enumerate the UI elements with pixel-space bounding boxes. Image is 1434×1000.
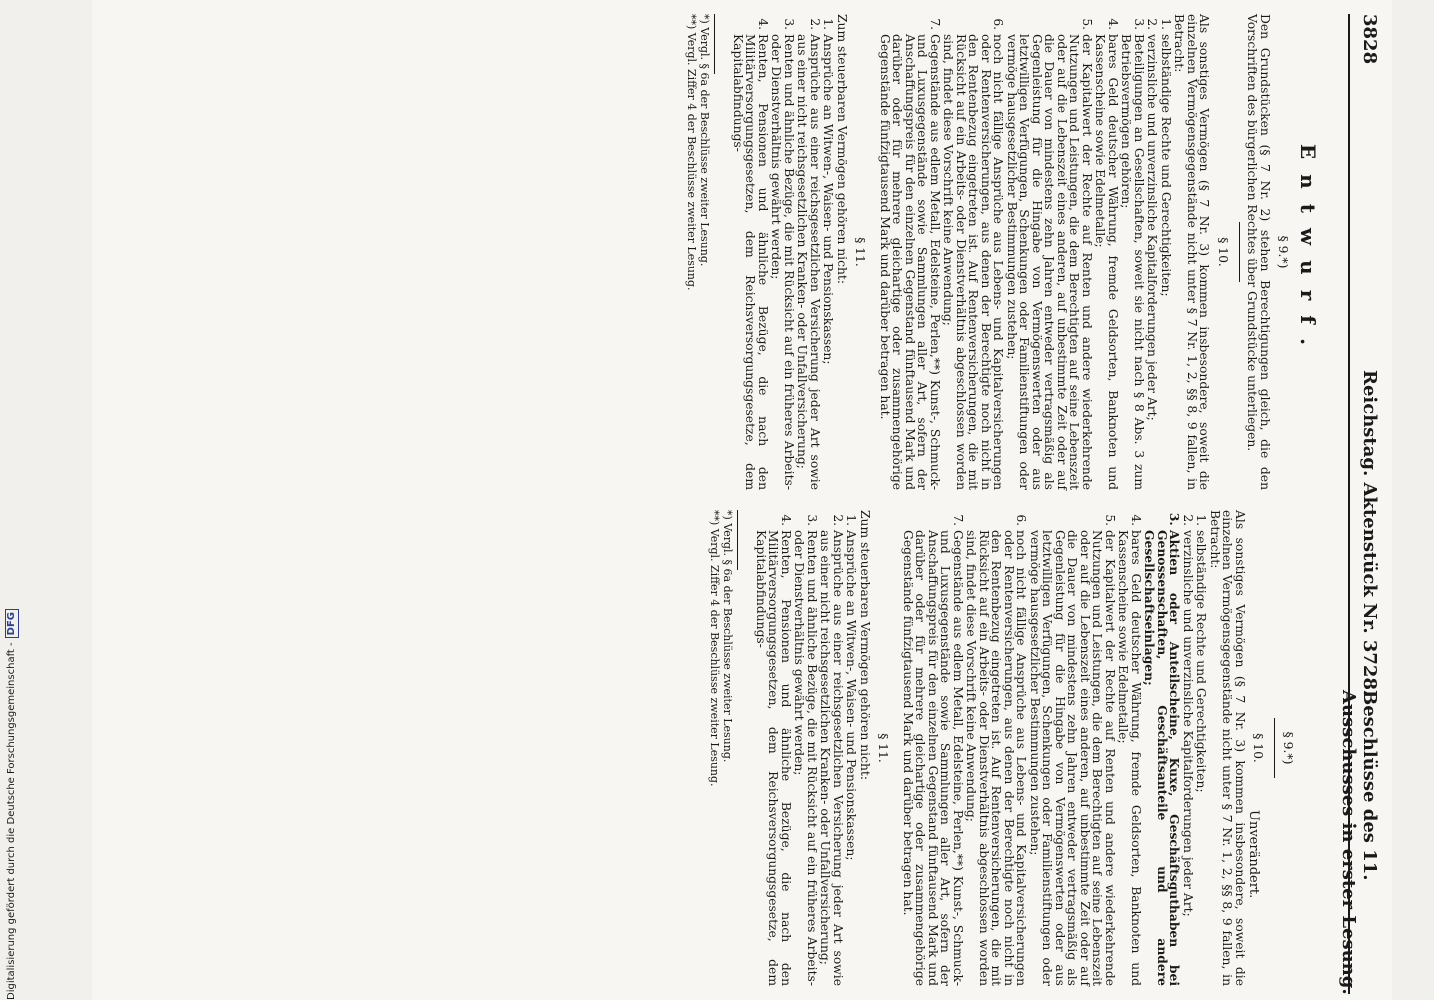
list-item: 7. Gegenstände aus edlem Metall, Edelsteine, Perlen,**) Kunst-, Schmuck- und Luxusgegenstände sowie Sammlungen aller Art, sofern der Anschaffungspreis für den einzelnen Gegenstand fünftausend Mark und darüber oder für mehrere gleichartige oder zusammengehörige Gegenstände fünfzigtausend Mark und darüber betragen hat. xyxy=(902,530,965,986)
rotated-page xyxy=(92,0,1392,1000)
paragraph: Zum steuerbaren Vermögen gehören nicht: xyxy=(858,510,872,780)
paragraph: Als sonstiges Vermögen (§ 7 Nr. 3) kommen insbesondere, soweit die einzelnen Vermögensgegenstände nicht unter § 7 Nr. 1, 2, §§ 8, 9 fallen, in Betracht: xyxy=(1172,14,1212,490)
footnote: **) Vergl. Ziffer 4 der Beschlüsse zweiter Lesung. xyxy=(708,510,721,787)
item-list xyxy=(732,14,835,490)
item-list xyxy=(755,510,858,986)
list-item: 3. Beteiligungen an Gesellschaften, soweit sie nicht nach § 8 Abs. 3 zum Betriebsvermögen gehören; xyxy=(1120,34,1145,490)
footnote-rule xyxy=(715,14,716,74)
section-heading: § 11. xyxy=(876,733,891,763)
paragraph: Zum steuerbaren Vermögen gehören nicht: xyxy=(835,14,849,284)
footnote: *) Vergl. § 6a der Beschlüsse zweiter Lesung. xyxy=(721,510,735,763)
list-item-amended: 3. Aktien oder Anteilscheine, Kuxe, Geschäftsguthaben bei Genossenschaften, Geschäftsanteile und andere Gesellschaftseinlagen; xyxy=(1143,530,1181,986)
page-number: 3828 xyxy=(1359,14,1380,65)
list-item: 2. verzinsliche und unverzinsliche Kapitalforderungen jeder Art; xyxy=(1182,530,1195,986)
list-item: 2. Ansprüche aus einer reichsgesetzlichen Versicherung jeder Art sowie aus einer nicht reichsgesetzlichen Kranken- oder Unfallversicherung; xyxy=(796,34,821,490)
credit-text: Digitalisierung gefördert durch die Deutsche Forschungsgemeinschaft - xyxy=(6,642,17,1000)
list-item: 5. der Kapitalwert der Rechte auf Renten und andere wiederkehrende Nutzungen und Leistungen, die dem Berechtigten auf seine Lebenszeit oder auf die Lebenszeit eines anderen, auf unbestimmte Zeit oder auf die Dauer von mindestens zehn Jahren entweder vertragsmäßig als Gegenleistung für die Hingabe von Vermögenswerten oder aus letztwilligen Verfügungen, Schenkungen oder Familienstiftungen oder vermöge hausgesetzlicher Bestimmungen zustehen; xyxy=(1006,34,1094,490)
list-item: 6. noch nicht fällige Ansprüche aus Lebens- und Kapitalversicherungen oder Rentenversicherungen, aus denen der Berechtigte noch nicht in den Rentenbezug eingetreten ist. Auf Rentenversicherungen, die mit Rücksicht auf ein Arbeits- oder Dienstverhältnis abgeschlossen worden sind, findet diese Vorschrift keine Anwendung; xyxy=(965,530,1028,986)
footnote: *) Vergl. § 6a der Beschlüsse zweiter Lesung. xyxy=(698,14,712,267)
dfg-logo: DFG xyxy=(5,609,19,638)
list-item: 1. Ansprüche an Witwen-, Waisen- und Pensionskassen; xyxy=(845,530,858,986)
section-heading: § 9.*) xyxy=(1281,731,1295,765)
divider xyxy=(1275,718,1276,778)
list-item: 1. Ansprüche an Witwen-, Waisen- und Pensionskassen; xyxy=(822,34,835,490)
digitization-credit xyxy=(2,0,22,1000)
paragraph: Als sonstiges Vermögen (§ 7 Nr. 3) kommen insbesondere, soweit die einzelnen Vermögensgegenstände nicht unter § 7 Nr. 1, 2, §§ 8, 9 fallen, in Betracht: xyxy=(1208,510,1247,986)
page-header-right: Beschlüsse des 11. Ausschusses in erster Lesung. xyxy=(1338,690,1380,995)
list-item: 1. selbständige Rechte und Gerechtigkeiten; xyxy=(1195,530,1208,986)
footnote: **) Vergl. Ziffer 4 der Beschlüsse zweiter Lesung. xyxy=(685,14,698,291)
list-item: 4. Renten, Pensionen und ähnliche Bezüge, die nach den Militärversorgungsgesetzen, dem Reichsversorgungsgesetze, dem Kapitalabfindungs- xyxy=(732,34,770,490)
page-header-center: Reichstag. Aktenstück Nr. 3728. xyxy=(1359,370,1380,697)
column-beschluesse xyxy=(707,510,1335,986)
list-item: 6. noch nicht fällige Ansprüche aus Lebens- und Kapitalversicherungen oder Rentenversicherungen, aus denen der Berechtigte noch nicht in den Rentenbezug eingetreten ist. Auf Rentenversicherungen, die mit Rücksicht auf ein Arbeits- oder Dienstverhältnis abgeschlossen worden sind, findet diese Vorschrift keine Anwendung; xyxy=(942,34,1005,490)
section-heading: § 11. xyxy=(853,237,868,267)
list-item: 4. Renten, Pensionen und ähnliche Bezüge, die nach den Militärversorgungsgesetzen, dem Reichsversorgungsgesetze, dem Kapitalabfindungs- xyxy=(755,530,793,986)
item-list xyxy=(902,510,1208,986)
column-title: Entwurf. xyxy=(1296,143,1320,361)
column-entwurf xyxy=(684,14,1335,490)
header-rule xyxy=(1348,14,1350,994)
list-item: 2. Ansprüche aus einer reichsgesetzlichen Versicherung jeder Art sowie aus einer nicht reichsgesetzlichen Kranken- oder Unfallversicherung; xyxy=(819,530,844,986)
list-item: 1. selbständige Rechte und Gerechtigkeiten; xyxy=(1160,34,1173,490)
list-item: 7. Gegenstände aus edlem Metall, Edelsteine, Perlen,**) Kunst-, Schmuck- und Luxusgegenstände sowie Sammlungen aller Art, sofern der Anschaffungspreis für den einzelnen Gegenstand fünftausend Mark und darüber oder für mehrere gleichartige oder zusammengehörige Gegenstände fünfzigtausend Mark und darüber betragen hat. xyxy=(879,34,942,490)
list-item: 4. bares Geld deutscher Währung, fremde Geldsorten, Banknoten und Kassenscheine sowie Edelmetalle; xyxy=(1117,530,1142,986)
list-item: 3. Renten und ähnliche Bezüge, die mit Rücksicht auf ein früheres Arbeits- oder Dienstverhältnis gewährt werden; xyxy=(770,34,795,490)
list-item: 4. bares Geld deutscher Währung, fremde Geldsorten, Banknoten und Kassenscheine sowie Edelmetalle; xyxy=(1094,34,1119,490)
section-heading: § 10. xyxy=(1216,237,1230,267)
unchanged-note: Unverändert. xyxy=(1246,810,1261,899)
divider xyxy=(1239,222,1240,282)
paragraph: Den Grundstücken (§ 7 Nr. 2) stehen Berechtigungen gleich, die den Vorschriften des bürgerlichen Rechtes über Grundstücke unterliegen. xyxy=(1245,14,1272,490)
list-item: 3. Renten und ähnliche Bezüge, die mit Rücksicht auf ein früheres Arbeits- oder Dienstverhältnis gewährt werden; xyxy=(793,530,818,986)
list-item: 2. verzinsliche und unverzinsliche Kapitalforderungen jeder Art; xyxy=(1146,34,1159,490)
list-item: 5. der Kapitalwert der Rechte auf Renten und andere wiederkehrende Nutzungen und Leistungen, die dem Berechtigten auf seine Lebenszeit oder auf die Lebenszeit eines anderen, auf unbestimmte Zeit oder auf die Dauer von mindestens zehn Jahren entweder vertragsmäßig als Gegenleistung für die Hingabe von Vermögenswerten oder aus letztwilligen Verfügungen, Schenkungen oder Familienstiftungen oder vermöge hausgesetzlicher Bestimmungen zustehen; xyxy=(1029,530,1117,986)
item-list xyxy=(879,14,1173,490)
footnote-rule xyxy=(738,510,739,570)
section-heading: § 9.*) xyxy=(1276,235,1291,269)
section-heading: § 10. xyxy=(1251,733,1266,763)
